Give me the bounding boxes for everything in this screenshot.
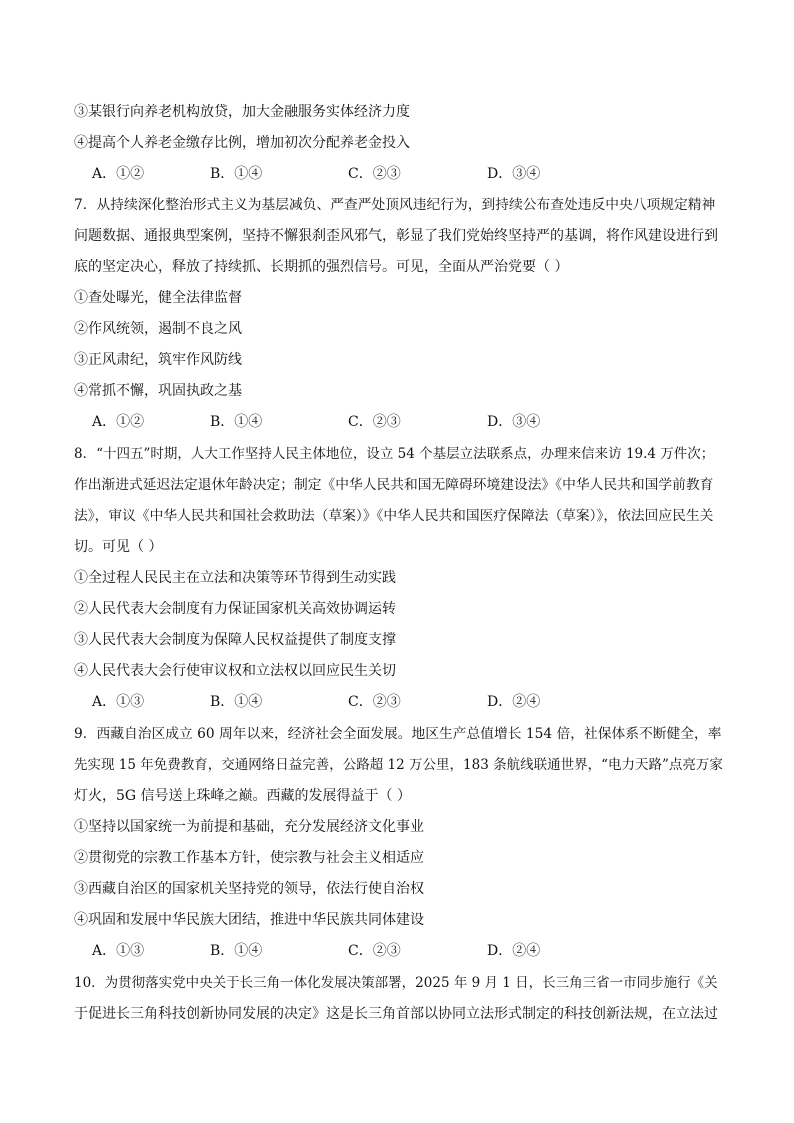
q8-option-c[interactable]: C．②③	[348, 694, 401, 710]
q9-option-a[interactable]: A．①③	[92, 943, 145, 959]
q7-option-a[interactable]: A．①②	[92, 414, 145, 430]
q6-options	[92, 164, 732, 184]
q8-item-4: ④人民代表大会行使审议权和立法权以回应民生关切	[74, 663, 396, 679]
q7-option-d[interactable]: D．③④	[487, 414, 541, 430]
q6-option-d[interactable]: D．③④	[487, 166, 541, 182]
q6-option-c[interactable]: C．②③	[348, 166, 401, 182]
q8-item-1: ①全过程人民民主在立法和决策等环节得到生动实践	[74, 570, 396, 586]
q7-option-b[interactable]: B．①④	[210, 414, 263, 430]
q7-item-1: ①查处曝光，健全法律监督	[74, 290, 242, 306]
q8-item-2: ②人民代表大会制度有力保证国家机关高效协调运转	[74, 601, 396, 617]
q7-item-2: ②作风统领，遏制不良之风	[74, 321, 242, 337]
q9-option-b[interactable]: B．①④	[210, 943, 263, 959]
q7-item-4: ④常抓不懈，巩固执政之基	[74, 383, 242, 399]
q8-stem-line-3: 法》，审议《中华人民共和国社会救助法（草案）》《中华人民共和国医疗保障法（草案）》，依法回应民生关	[74, 508, 714, 524]
q7-option-c[interactable]: C．②③	[348, 414, 401, 430]
q8-option-d[interactable]: D．②④	[487, 694, 541, 710]
q9-option-d[interactable]: D．②④	[487, 943, 541, 959]
q8-options	[92, 692, 732, 712]
q8-stem-line-1: 8．“十四五”时期，人大工作坚持人民主体地位，设立 54 个基层立法联系点，办理来信来访 19.4 万件次；	[74, 446, 715, 462]
q9-stem-line-3: 灯火，5G 信号送上珠峰之巅。西藏的发展得益于（ ）	[74, 788, 411, 804]
q6-item-4: ④提高个人养老金缴存比例，增加初次分配养老金投入	[74, 135, 410, 151]
q10-stem-line-2: 于促进长三角科技创新协同发展的决定》这是长三角首部以协同立法形式制定的科技创新法规，在立法过	[74, 1006, 718, 1022]
q9-item-2: ②贯彻党的宗教工作基本方针，使宗教与社会主义相适应	[74, 850, 424, 866]
q8-item-3: ③人民代表大会制度为保障人民权益提供了制度支撑	[74, 632, 396, 648]
q9-stem-line-2: 先实现 15 年免费教育，交通网络日益完善，公路超 12 万公里，183 条航线联通世界，“电力天路”点亮万家	[74, 757, 723, 773]
q6-item-3: ③某银行向养老机构放贷，加大金融服务实体经济力度	[74, 104, 410, 120]
q8-option-a[interactable]: A．①③	[92, 694, 145, 710]
q8-stem-line-2: 作出渐进式延迟法定退休年龄决定；制定《中华人民共和国无障碍环境建设法》《中华人民共和国学前教育	[74, 477, 714, 493]
q7-stem-line-3: 底的坚定决心，释放了持续抓、长期抓的强烈信号。可见，全面从严治党要（ ）	[74, 259, 569, 275]
q7-stem-line-1: 7．从持续深化整治形式主义为基层减负、严查严处顶风违纪行为，到持续公布查处违反中央八项规定精神	[74, 197, 716, 213]
q7-item-3: ③正风肃纪，筑牢作风防线	[74, 352, 242, 368]
q6-option-a[interactable]: A．①②	[92, 166, 145, 182]
q8-stem-line-4: 切。可见（ ）	[74, 539, 163, 555]
q7-stem-line-2: 问题数据、通报典型案例，坚持不懈狠刹歪风邪气，彰显了我们党始终坚持严的基调，将作风建设进行到	[74, 228, 718, 244]
q8-option-b[interactable]: B．①④	[210, 694, 263, 710]
q10-stem-line-1: 10．为贯彻落实党中央关于长三角一体化发展决策部署，2025 年 9 月 1 日，长三角三省一市同步施行《关	[74, 975, 718, 991]
q9-option-c[interactable]: C．②③	[348, 943, 401, 959]
q6-option-b[interactable]: B．①④	[210, 166, 263, 182]
q9-item-4: ④巩固和发展中华民族大团结，推进中华民族共同体建设	[74, 912, 424, 928]
q9-stem-line-1: 9．西藏自治区成立 60 周年以来，经济社会全面发展。地区生产总值增长 154 倍，社保体系不断健全，率	[74, 726, 722, 742]
q9-item-1: ①坚持以国家统一为前提和基础，充分发展经济文化事业	[74, 819, 424, 835]
q7-options	[92, 412, 732, 432]
q9-item-3: ③西藏自治区的国家机关坚持党的领导，依法行使自治权	[74, 881, 424, 897]
q9-options	[92, 941, 732, 961]
